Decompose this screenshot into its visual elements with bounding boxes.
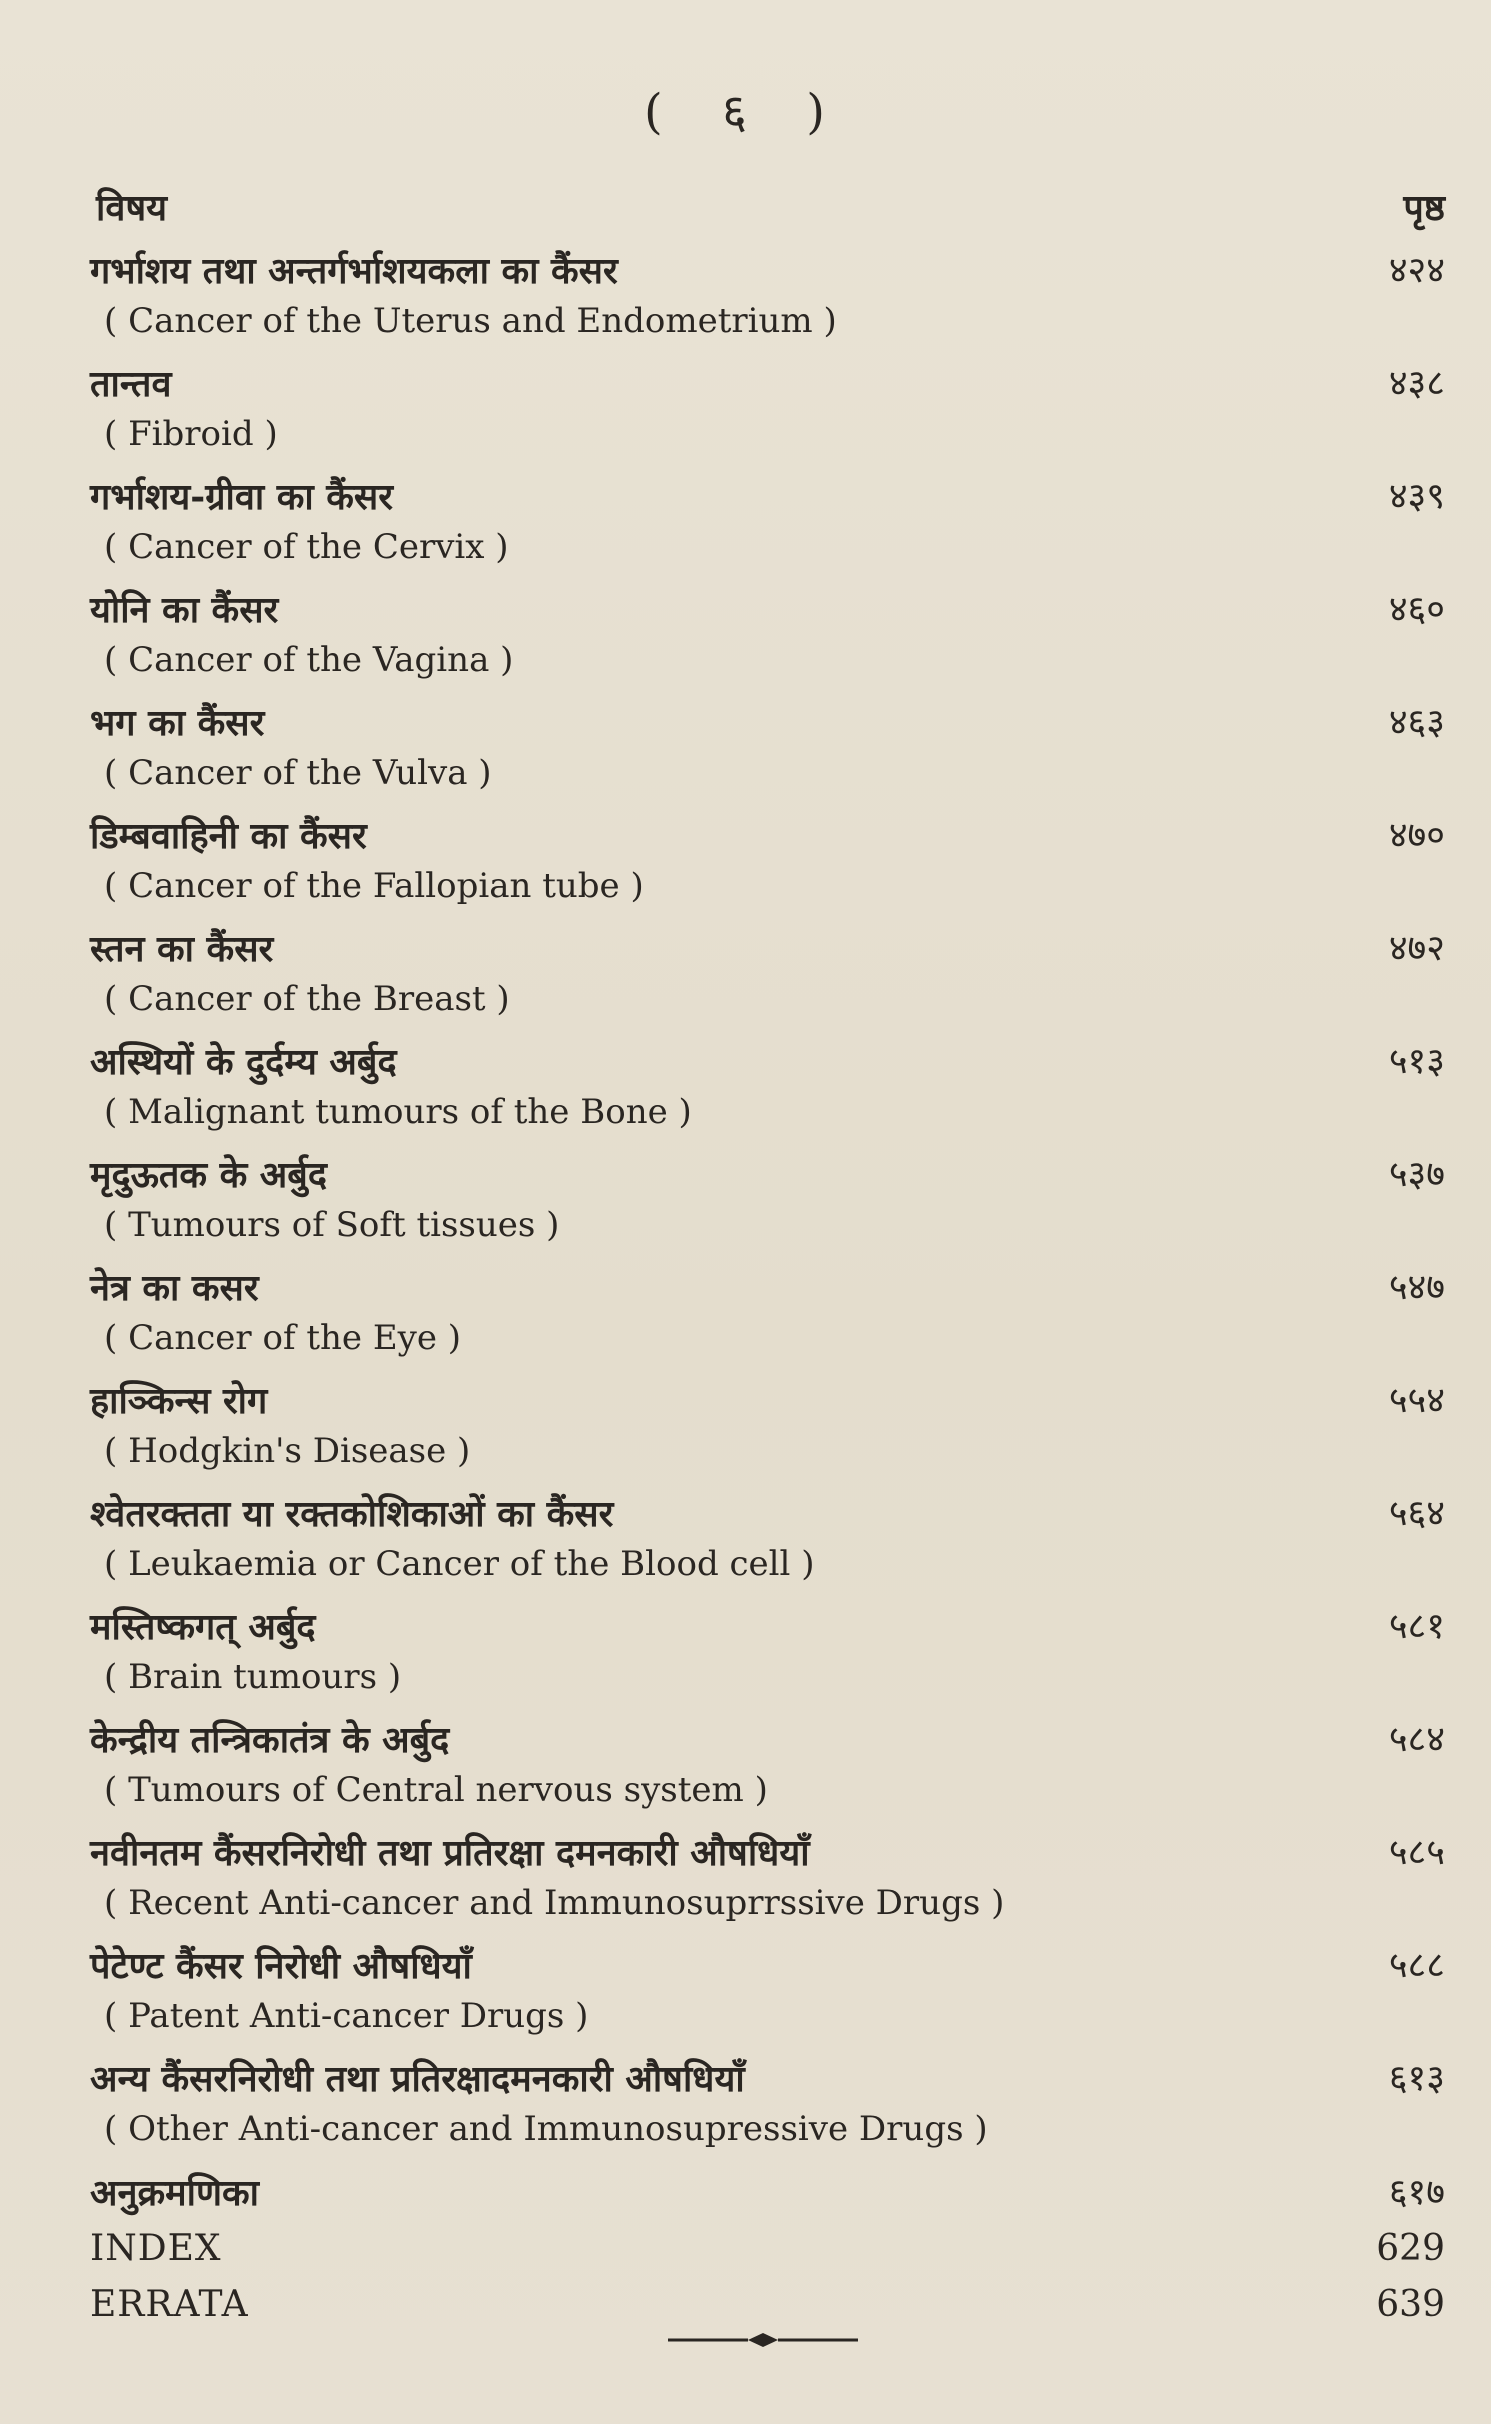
entry-english-title: ( Cancer of the Eye ) [104, 1318, 462, 1358]
entry-hindi-title: नवीनतम कैंसरनिरोधी तथा प्रतिरक्षा दमनकारी औषधियाँ [90, 1832, 810, 1874]
entry-english-title: ( Fibroid ) [104, 414, 278, 454]
entry-hindi-title: गर्भाशय तथा अन्तर्गर्भाशयकला का कैंसर [90, 250, 618, 292]
toc-tail-entry [90, 2223, 1445, 2279]
entry-page-number: ५६४ [1388, 1493, 1445, 1534]
toc-entry [90, 1941, 1445, 2054]
entry-english-title: ( Recent Anti-cancer and Immunosuprrssive Drugs ) [104, 1883, 1005, 1923]
entry-page-number: ६१३ [1388, 2058, 1445, 2099]
toc-entry [90, 2054, 1445, 2167]
entry-english-title: ( Tumours of Soft tissues ) [104, 1205, 560, 1245]
toc-tail-entry [90, 2167, 1445, 2223]
entry-page-number: ४३८ [1388, 363, 1445, 404]
entry-hindi-title: भग का कैंसर [90, 702, 265, 744]
entry-hindi-title: पेटेण्ट कैंसर निरोधी औषधियाँ [90, 1945, 472, 1987]
ornament-divider-icon [668, 2332, 858, 2348]
entry-page-number: ५३७ [1388, 1154, 1445, 1195]
toc-tail-entry [90, 2279, 1445, 2335]
toc-entry [90, 246, 1445, 359]
subject-column-label: विषय [96, 187, 168, 229]
entry-english-title: ( Brain tumours ) [104, 1657, 402, 1697]
entry-hindi-title: नेत्र का कसर [90, 1267, 259, 1309]
entry-hindi-title: श्वेतरक्तता या रक्तकोशिकाओं का कैंसर [90, 1493, 614, 1535]
entry-english-title: ( Patent Anti-cancer Drugs ) [104, 1996, 589, 2036]
entry-hindi-title: मस्तिष्कगत् अर्बुद [90, 1606, 316, 1648]
entry-hindi-title: अस्थियों के दुर्दम्य अर्बुद [90, 1041, 397, 1083]
page-column-label: पृष्ठ [1403, 187, 1445, 229]
entry-hindi-title: केन्द्रीय तन्त्रिकातंत्र के अर्बुद [90, 1719, 450, 1761]
entry-page-number: ५८५ [1388, 1832, 1445, 1873]
toc-entry [90, 1037, 1445, 1150]
entry-page-number: ४७० [1388, 815, 1445, 856]
entry-english-title: ( Cancer of the Cervix ) [104, 527, 509, 567]
toc-entry [90, 585, 1445, 698]
entry-english-title: ( Malignant tumours of the Bone ) [104, 1092, 692, 1132]
entry-page-number: ५१३ [1388, 1041, 1445, 1082]
entry-hindi-title: अन्य कैंसरनिरोधी तथा प्रतिरक्षादमनकारी औषधियाँ [90, 2058, 745, 2100]
entry-hindi-title: गर्भाशय-ग्रीवा का कैंसर [90, 476, 393, 518]
entry-page-number: ५८४ [1388, 1719, 1445, 1760]
entry-hindi-title: मृदुऊतक के अर्बुद [90, 1154, 327, 1196]
entry-english-title: ( Cancer of the Uterus and Endometrium ) [104, 301, 837, 341]
entry-page-number: ६१७ [1388, 2172, 1445, 2213]
entry-english-title: ( Cancer of the Vulva ) [104, 753, 492, 793]
entry-page-number: 629 [1376, 2228, 1445, 2269]
entry-page-number: ५८८ [1388, 1945, 1445, 1986]
toc-entry [90, 1715, 1445, 1828]
toc-entry [90, 472, 1445, 585]
toc-entry [90, 1828, 1445, 1941]
entry-hindi-title: डिम्बवाहिनी का कैंसर [90, 815, 367, 857]
entry-hindi-title: हाञ्किन्स रोग [90, 1380, 268, 1422]
toc-entry [90, 1602, 1445, 1715]
entry-english-title: ( Hodgkin's Disease ) [104, 1431, 471, 1471]
table-of-contents [90, 246, 1445, 2335]
entry-page-number: ५५४ [1388, 1380, 1445, 1421]
toc-entry [90, 698, 1445, 811]
entry-hindi-title: योनि का कैंसर [90, 589, 279, 631]
entry-page-number: ४६० [1388, 589, 1445, 630]
toc-entry [90, 1489, 1445, 1602]
entry-page-number: ४७२ [1388, 928, 1445, 969]
entry-english-title: ( Cancer of the Breast ) [104, 979, 510, 1019]
entry-page-number: ४२४ [1388, 250, 1445, 291]
toc-entry [90, 924, 1445, 1037]
toc-entry [90, 811, 1445, 924]
anukramanika-title: अनुक्रमणिका [90, 2172, 259, 2214]
entry-english-title: ( Cancer of the Vagina ) [104, 640, 514, 680]
entry-page-number: ४६३ [1388, 702, 1445, 743]
entry-hindi-title: तान्तव [90, 363, 172, 405]
page-folio: ( ६ ) [644, 84, 847, 140]
entry-page-number: ४३९ [1388, 476, 1445, 517]
toc-entry [90, 1376, 1445, 1489]
entry-hindi-title: स्तन का कैंसर [90, 928, 274, 970]
toc-entry [90, 1263, 1445, 1376]
entry-page-number: 639 [1376, 2284, 1445, 2325]
entry-english-title: ( Other Anti-cancer and Immunosupressive Drugs ) [104, 2109, 988, 2149]
errata-title: ERRATA [90, 2284, 249, 2325]
toc-entry [90, 1150, 1445, 1263]
toc-entry [90, 359, 1445, 472]
entry-english-title: ( Cancer of the Fallopian tube ) [104, 866, 644, 906]
entry-page-number: ५४७ [1388, 1267, 1445, 1308]
entry-page-number: ५८१ [1388, 1606, 1445, 1647]
entry-english-title: ( Tumours of Central nervous system ) [104, 1770, 768, 1810]
index-title: INDEX [90, 2228, 222, 2269]
entry-english-title: ( Leukaemia or Cancer of the Blood cell ) [104, 1544, 815, 1584]
